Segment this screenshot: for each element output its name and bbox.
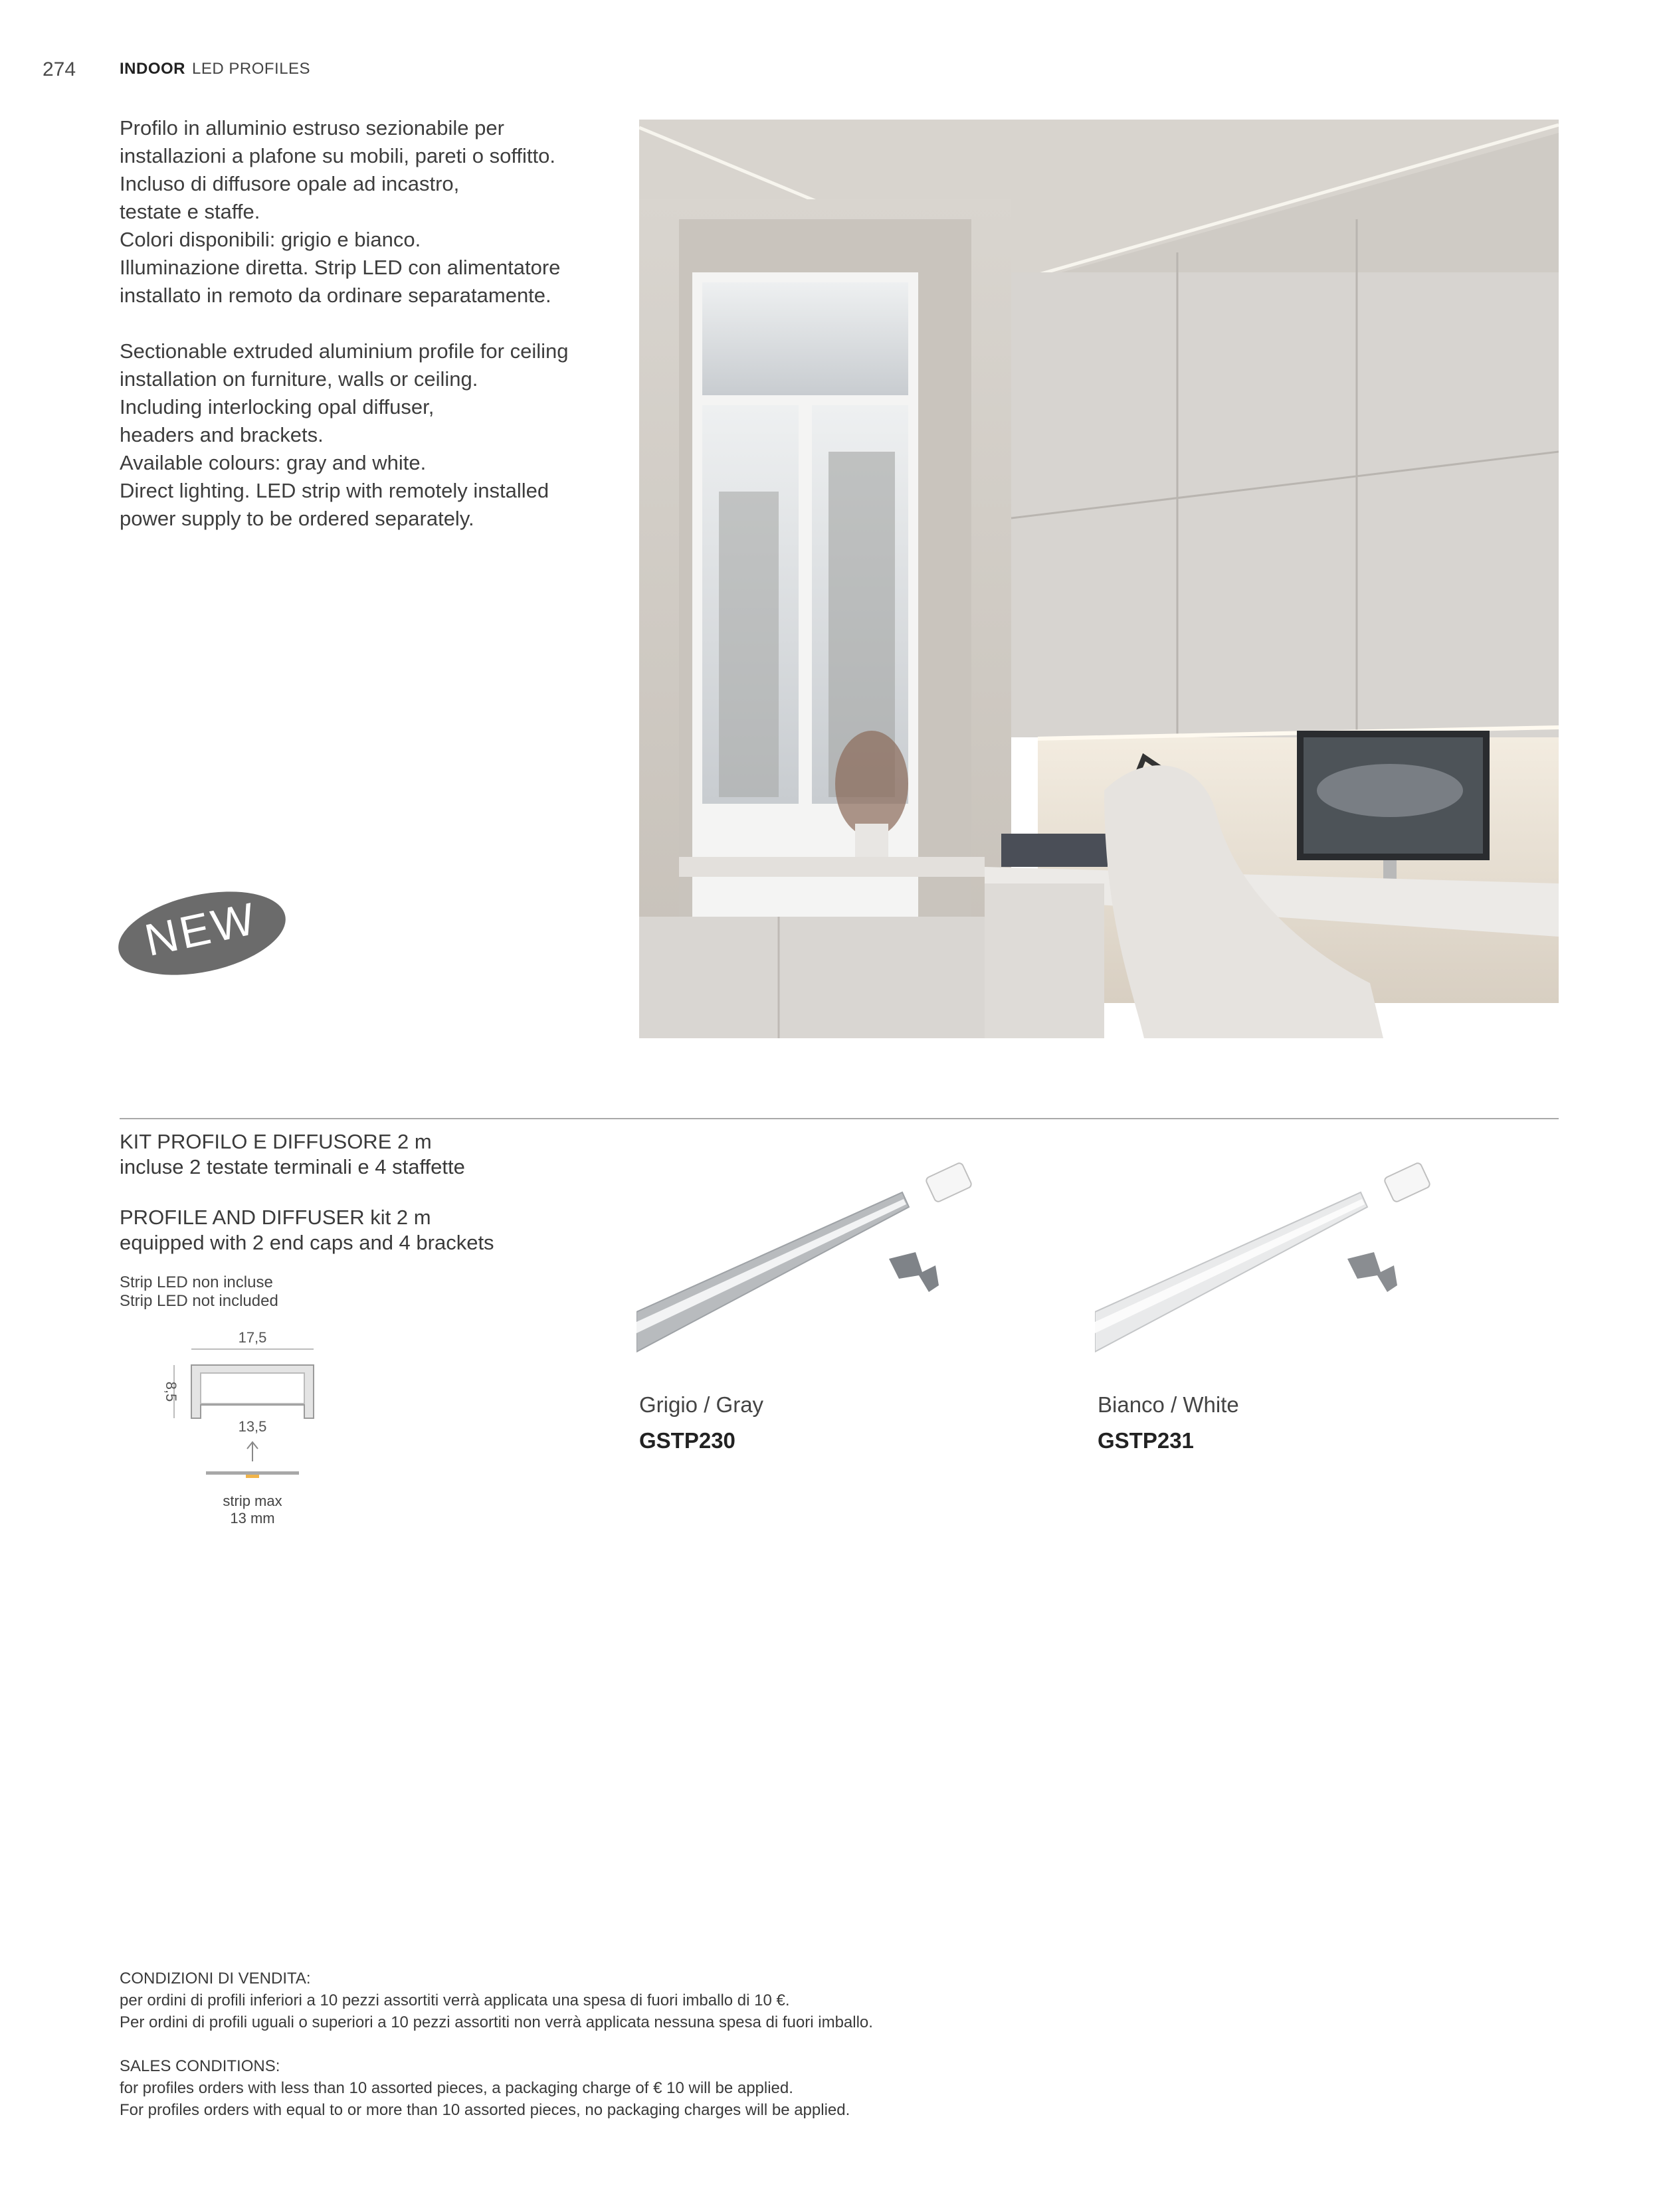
- kit-title-en: PROFILE AND DIFFUSER kit 2 m: [120, 1206, 431, 1229]
- conditions-line2-it: Per ordini di profili uguali o superiori a 10 pezzi assortiti non verrà applicata nessuna spesa di fuori imballo.: [120, 2013, 873, 2031]
- dim-width-outer: 17,5: [238, 1329, 267, 1346]
- product-image-gray: [636, 1159, 1009, 1372]
- product-image-white: [1095, 1159, 1467, 1372]
- strip-max-size: 13 mm: [230, 1510, 275, 1526]
- section-divider: [120, 1118, 1559, 1119]
- section-title: INDOOR: [120, 60, 185, 78]
- intro-italian: Profilo in alluminio estruso sezionabile per installazioni a plafone su mobili, pareti o soffitto. Incluso di diffusore opale ad incastro, testate e staffe. Colori disponibili: grigio e bianco. Illuminazione diretta. Strip LED con alimentatore installato in remoto da ordinare separatamente.: [120, 116, 561, 307]
- conditions-title-it: CONDIZIONI DI VENDITA:: [120, 1970, 311, 1987]
- intro-text: [120, 114, 611, 533]
- kit-desc-it: incluse 2 testate terminali e 4 staffette: [120, 1155, 465, 1178]
- section-header: [120, 60, 310, 78]
- profile-dimension-drawing: [140, 1325, 339, 1544]
- page-number: 274: [43, 58, 76, 80]
- product-code-gray: GSTP230: [639, 1428, 735, 1453]
- product-color-label-white: Bianco / White: [1098, 1392, 1239, 1417]
- new-badge-label: NEW: [140, 893, 262, 967]
- strip-note-it: Strip LED non incluse: [120, 1273, 273, 1291]
- conditions-line2-en: For profiles orders with equal to or more than 10 assorted pieces, no packaging charges will be applied.: [120, 2101, 850, 2119]
- new-badge: [116, 890, 288, 976]
- dim-height: 8,5: [163, 1381, 179, 1402]
- kit-description: [120, 1129, 664, 1255]
- conditions-line1-it: per ordini di profili inferiori a 10 pezzi assortiti verrà applicata una spesa di fuori imballo di 10 €.: [120, 1991, 790, 2009]
- kit-desc-en: equipped with 2 end caps and 4 brackets: [120, 1231, 494, 1254]
- dim-width-inner: 13,5: [238, 1418, 267, 1435]
- product-code-white: GSTP231: [1098, 1428, 1194, 1453]
- room-photo: [639, 120, 1559, 1038]
- strip-max-label: strip max: [223, 1493, 282, 1509]
- kit-title-it: KIT PROFILO E DIFFUSORE 2 m: [120, 1130, 432, 1153]
- sales-conditions: [120, 1968, 1316, 2121]
- strip-note-en: Strip LED not included: [120, 1292, 278, 1310]
- intro-english: Sectionable extruded aluminium profile for ceiling installation on furniture, walls or ceiling. Including interlocking opal diffuser, headers and brackets. Available colours: gray and white. Direct lighting. LED strip with remotely installed power supply to be ordered separately.: [120, 339, 569, 530]
- product-color-label-gray: Grigio / Gray: [639, 1392, 764, 1417]
- strip-note: [120, 1273, 278, 1311]
- conditions-line1-en: for profiles orders with less than 10 assorted pieces, a packaging charge of € 10 will be applied.: [120, 2079, 793, 2097]
- conditions-title-en: SALES CONDITIONS:: [120, 2057, 280, 2075]
- section-subtitle: LED PROFILES: [192, 60, 311, 78]
